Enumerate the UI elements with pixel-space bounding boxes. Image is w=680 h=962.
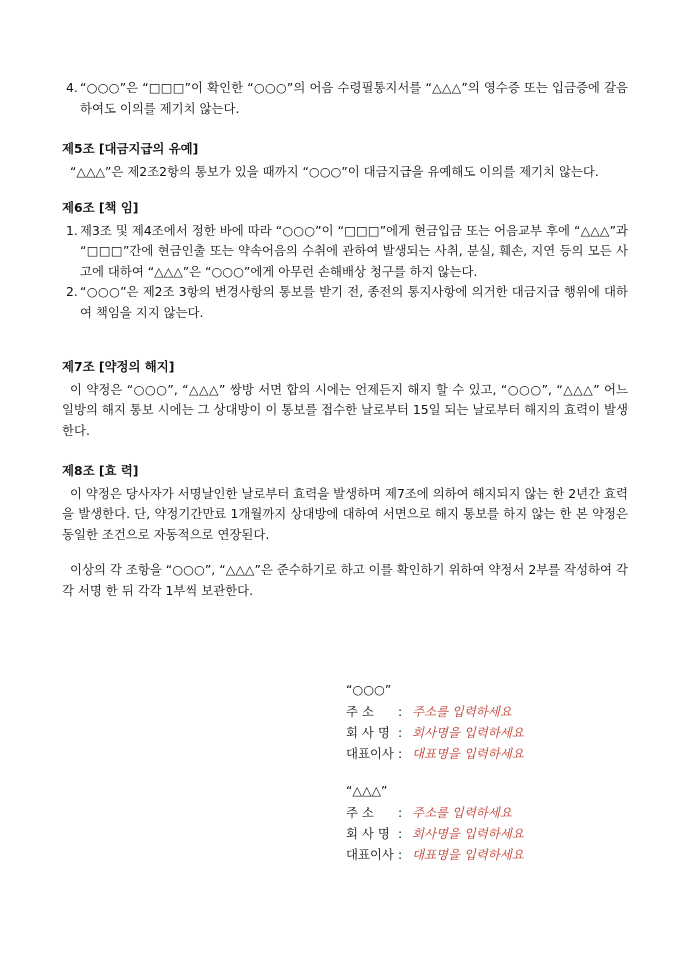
clause-8 [62, 461, 628, 545]
item-number: 4. [66, 80, 78, 95]
clause-5 [62, 139, 628, 182]
list-item [62, 282, 628, 323]
signature-block-ooo [346, 679, 646, 764]
clause-7 [62, 357, 628, 441]
clause-6 [62, 198, 628, 323]
party-name: “△△△” [346, 783, 388, 798]
address-field[interactable]: 주소를 입력하세요 [412, 805, 512, 820]
address-row: 주 소 : 주소를 입력하세요 [346, 701, 646, 722]
ceo-field[interactable]: 대표명을 입력하세요 [412, 746, 524, 761]
list-item [62, 221, 628, 283]
item-number: 2. [66, 284, 78, 299]
company-row: 회 사 명 : 회사명을 입력하세요 [346, 823, 646, 844]
clause-text: 이 약정은 당사자가 서명날인한 날로부터 효력을 발생하며 제7조에 의하여 해지되지 않는 한 2년간 효력을 발생한다. 단, 약정기간만료 1개월까지 상대방에 대하여 서면으로 해지 통보를 하지 않는 한 본 약정은 동일한 조건으로 자동적으로 연장된다. [62, 485, 628, 542]
ceo-field[interactable]: 대표명을 입력하세요 [412, 847, 524, 862]
company-field[interactable]: 회사명을 입력하세요 [412, 826, 524, 841]
party-name: “○○○” [346, 682, 392, 697]
signature-block-aaa [346, 780, 646, 865]
clause-title: 제5조 [대금지급의 유예] [62, 141, 199, 156]
item-number: 1. [66, 222, 78, 238]
clause-title: 제6조 [책 임] [62, 200, 139, 215]
address-field[interactable]: 주소를 입력하세요 [412, 704, 512, 719]
item-text: 제3조 및 제4조에서 정한 바에 따라 “○○○”이 “□□□”에게 현금입금 또는 어음교부 후에 “△△△”과 “□□□”간에 현금인출 또는 약속어음의 수취에 관하여 발생되는 사취, 분실, 훼손, 지연 등의 모든 사고에 대하여 “△△△”은 “○○○”에게 아무런 손해배상 청구를 하지 않는다. [80, 222, 628, 279]
closing-paragraph: 이상의 각 조항을 “○○○”, “△△△”은 준수하기로 하고 이를 확인하기 위하여 약정서 2부를 작성하여 각각 서명 한 뒤 각각 1부씩 보관한다. [62, 562, 628, 598]
clause-4-item [62, 78, 628, 119]
company-field[interactable]: 회사명을 입력하세요 [412, 725, 524, 740]
item-text: “○○○”은 “□□□”이 확인한 “○○○”의 어음 수령필통지서를 “△△△”의 영수증 또는 입금증에 갈음하여도 이의를 제기치 않는다. [80, 80, 628, 116]
address-row: 주 소 : 주소를 입력하세요 [346, 802, 646, 823]
item-text: “○○○”은 제2조 3항의 변경사항의 통보를 받기 전, 종전의 통지사항에 의거한 대금지급 행위에 대하여 책임을 지지 않는다. [80, 284, 628, 320]
ceo-row: 대표이사 : 대표명을 입력하세요 [346, 743, 646, 764]
clause-text: “△△△”은 제2조2항의 통보가 있을 때까지 “○○○”이 대금지급을 유예해도 이의를 제기치 않는다. [70, 163, 599, 179]
company-row: 회 사 명 : 회사명을 입력하세요 [346, 722, 646, 743]
clause-text: 이 약정은 “○○○”, “△△△” 쌍방 서면 합의 시에는 언제든지 해지 할 수 있고, “○○○”, “△△△” 어느 일방의 해지 통보 시에는 그 상대방이 이 통보를 접수한 날로부터 15일 되는 날로부터 해지의 효력이 발생한다. [62, 381, 628, 438]
ceo-row: 대표이사 : 대표명을 입력하세요 [346, 844, 646, 865]
clause-title: 제7조 [약정의 해지] [62, 359, 175, 374]
clause-title: 제8조 [효 력] [62, 463, 139, 478]
